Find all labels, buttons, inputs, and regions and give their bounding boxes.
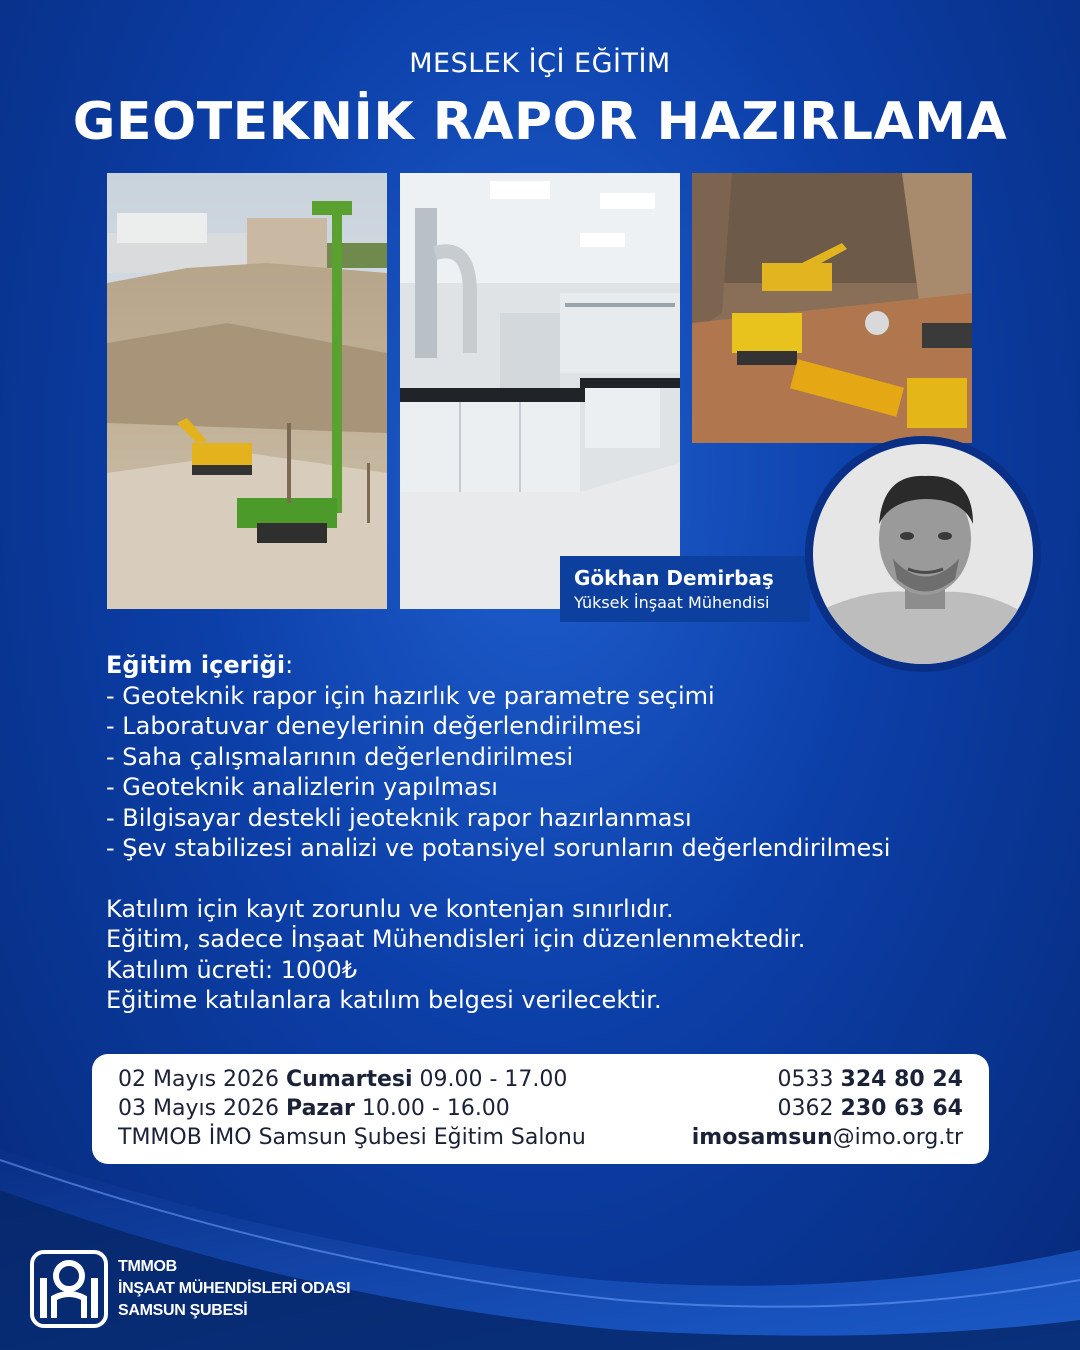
imo-logo-icon [30, 1250, 108, 1328]
excavation-site-photo [692, 173, 972, 443]
event-title: GEOTEKNİK RAPOR HAZIRLAMA [72, 92, 1008, 152]
phone-1-prefix: 0533 [777, 1067, 841, 1092]
day2-date: 03 Mayıs 2026 [118, 1096, 287, 1121]
speaker-portrait [805, 436, 1041, 672]
schedule-day-1 [118, 1065, 586, 1094]
note-line: Katılım ücreti: 1000₺ [106, 955, 358, 984]
note-line: Eğitim, sadece İnşaat Mühendisleri için düzenlenmektedir. [106, 925, 806, 953]
org-line-3: SAMSUN ŞUBESİ [118, 1302, 248, 1319]
content-item: - Şev stabilizesi analizi ve potansiyel sorunların değerlendirilmesi [106, 834, 891, 862]
speaker-role: Yüksek İnşaat Mühendisi [574, 593, 770, 612]
event-subtitle: MESLEK İÇİ EĞİTİM [409, 48, 671, 79]
schedule-block [118, 1065, 586, 1152]
content-heading-colon: : [285, 651, 294, 679]
content-item: - Geoteknik analizlerin yapılması [106, 773, 498, 801]
construction-site-piling-photo [107, 173, 387, 609]
email[interactable] [692, 1123, 963, 1152]
venue: TMMOB İMO Samsun Şubesi Eğitim Salonu [118, 1125, 586, 1150]
phone-1-number: 324 80 24 [840, 1067, 963, 1092]
content-item: - Laboratuvar deneylerinin değerlendirilmesi [106, 712, 642, 740]
phone-2-number: 230 63 64 [840, 1096, 963, 1121]
note-line: Katılım için kayıt zorunlu ve kontenjan sınırlıdır. [106, 894, 674, 923]
phone-2[interactable] [692, 1094, 963, 1123]
content-heading-label: Eğitim içeriği [106, 651, 286, 679]
organization-name [118, 1256, 350, 1322]
org-line-1: TMMOB [118, 1258, 177, 1275]
phone-1[interactable] [692, 1065, 963, 1094]
speaker-card [560, 556, 810, 622]
course-content [106, 650, 986, 1016]
phone-2-prefix: 0362 [777, 1096, 841, 1121]
day1-date: 02 Mayıs 2026 [118, 1067, 287, 1092]
speaker-name: Gökhan Demirbaş [574, 566, 774, 590]
content-item: - Geoteknik rapor için hazırlık ve parametre seçimi [106, 681, 715, 710]
content-item: - Bilgisayar destekli jeoteknik rapor hazırlanması [106, 803, 692, 832]
email-user: imosamsun [691, 1125, 833, 1150]
day1-weekday: Cumartesi [286, 1067, 413, 1092]
note-line: Eğitime katılanlara katılım belgesi verilecektir. [106, 986, 662, 1014]
org-line-2: İNŞAAT MÜHENDİSLERİ ODASI [118, 1280, 351, 1297]
day1-time: 09.00 - 17.00 [412, 1067, 568, 1092]
content-item: - Saha çalışmalarının değerlendirilmesi [106, 742, 574, 771]
contact-block [692, 1065, 963, 1152]
event-info-box [92, 1054, 989, 1164]
participation-notes [106, 894, 986, 1016]
content-heading [106, 650, 986, 681]
schedule-day-2 [118, 1094, 586, 1123]
laboratory-photo [400, 173, 680, 609]
day2-weekday: Pazar [286, 1096, 355, 1121]
day2-time: 10.00 - 16.00 [354, 1096, 510, 1121]
email-domain: @imo.org.tr [832, 1125, 963, 1150]
